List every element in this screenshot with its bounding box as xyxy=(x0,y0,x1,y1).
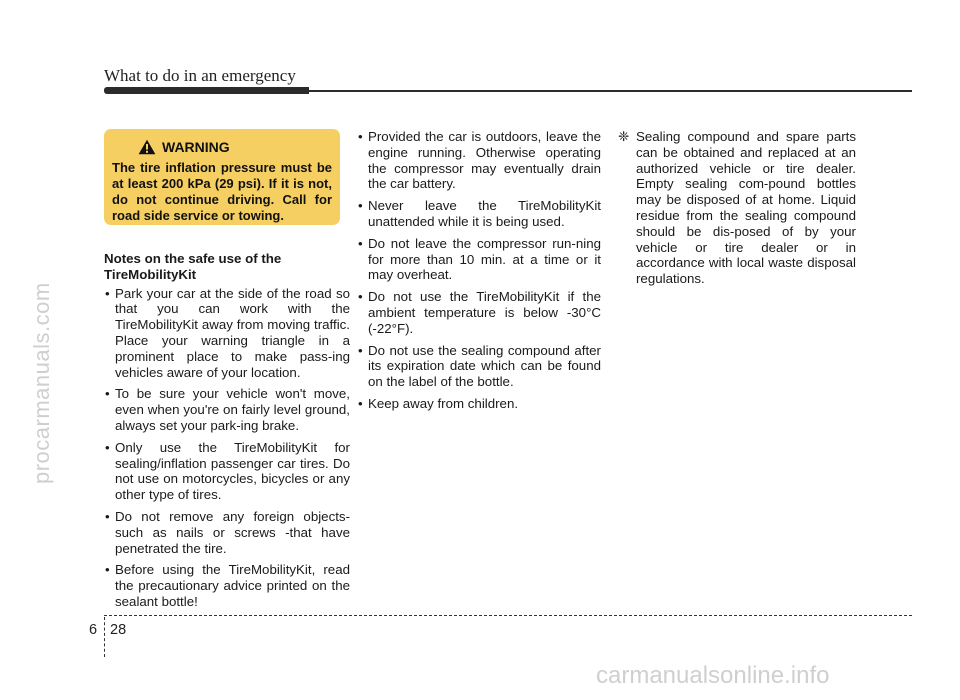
column-middle xyxy=(357,129,601,418)
watermark-bottom: carmanualsonline.info xyxy=(596,662,830,689)
notes-section-title: Notes on the safe use of the TireMobilityKit xyxy=(104,251,282,282)
watermark-side: procarmanuals.com xyxy=(29,282,54,484)
warning-text: The tire inflation pressure must be at least 200 kPa (29 psi). If it is not, do not continue driving. Call for road side service or towing. xyxy=(112,160,332,223)
notes-list-middle xyxy=(357,129,601,412)
section-header-title: What to do in an emergency xyxy=(104,66,296,85)
list-item: • Keep away from children. xyxy=(357,396,601,412)
page-chapter-number: 6 xyxy=(89,622,98,638)
warning-box xyxy=(104,129,340,225)
list-item: • Provided the car is outdoors, leave the engine running. Otherwise operating the compressor may eventually drain the car battery. xyxy=(357,129,601,192)
column-right xyxy=(618,129,856,287)
list-item: • Do not leave the compressor run-ning for more than 10 min. at a time or it may overheat. xyxy=(357,236,601,283)
header-rule-thick xyxy=(104,87,309,94)
footer-dashed-rule xyxy=(104,615,912,616)
notes-list-left xyxy=(104,286,350,610)
footer-vertical-dashed-rule xyxy=(104,617,105,657)
note-mark-icon: ❈ xyxy=(618,129,630,144)
page-number: 28 xyxy=(110,622,127,638)
list-item: • Do not use the TireMobilityKit if the ambient temperature is below -30°C (-22°F). xyxy=(357,289,601,336)
note-paragraph xyxy=(618,129,856,287)
column-left xyxy=(104,251,350,616)
header-rule-thin xyxy=(309,90,912,92)
list-item: • Before using the TireMobilityKit, read the precautionary advice printed on the sealant bottle! xyxy=(104,562,350,609)
warning-title: WARNING xyxy=(162,139,230,155)
warning-header xyxy=(138,139,332,155)
list-item: • Do not remove any foreign objects- such as nails or screws -that have penetrated the tire. xyxy=(104,509,350,556)
note-text: Sealing compound and spare parts can be obtained and replaced at an authorized vehicle or tire dealer. Empty sealing com-pound bottles may be disposed of at home. Liquid residue from the sealing compound should be dis-posed of by your vehicle or tire dealer or in accordance with local waste disposal regulations. xyxy=(636,129,856,287)
list-item: • Park your car at the side of the road so that you can work with the TireMobilityKit away from moving traffic. Place your warning triangle in a prominent place to make pass-ing vehicles aware of your location. xyxy=(104,286,350,381)
list-item: • To be sure your vehicle won't move, even when you're on fairly level ground, always set your park-ing brake. xyxy=(104,386,350,433)
list-item: • Only use the TireMobilityKit for sealing/inflation passenger car tires. Do not use on motorcycles, bicycles or any other type of tires. xyxy=(104,440,350,503)
warning-triangle-icon xyxy=(138,139,156,155)
list-item: • Never leave the TireMobilityKit unattended while it is being used. xyxy=(357,198,601,230)
list-item: • Do not use the sealing compound after its expiration date which can be found on the label of the bottle. xyxy=(357,343,601,390)
